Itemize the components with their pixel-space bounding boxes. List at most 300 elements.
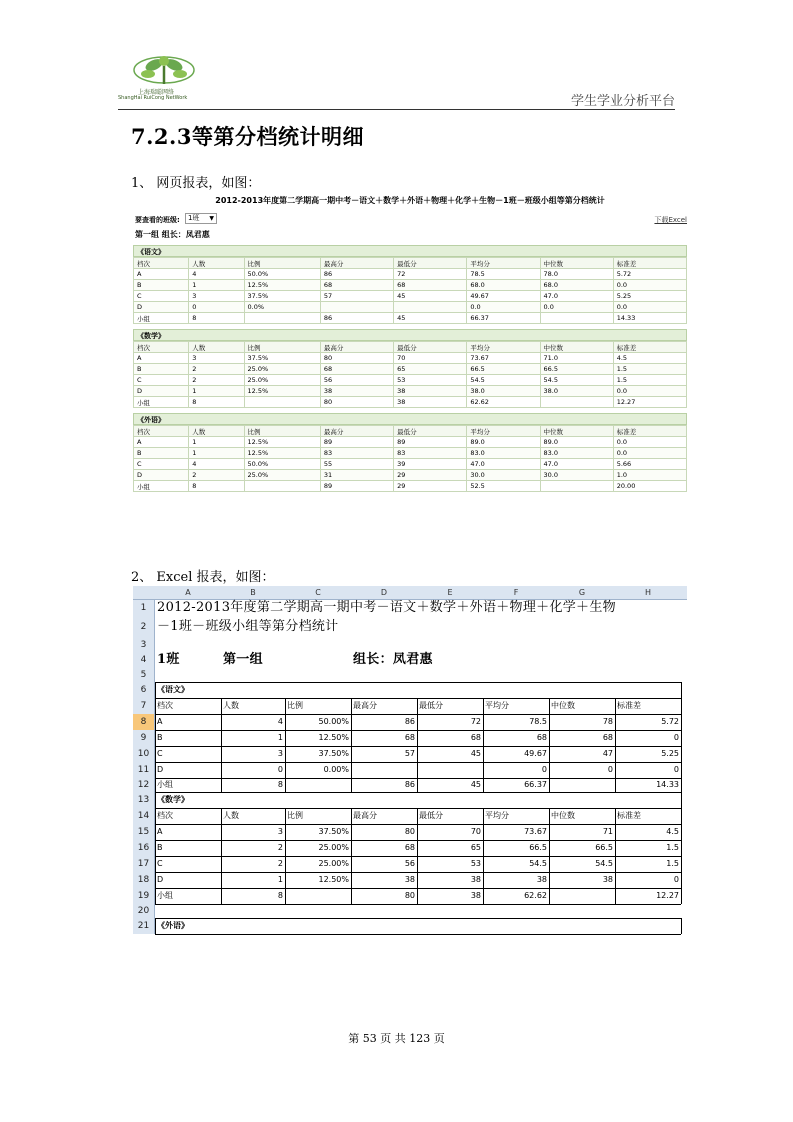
- grid-line: [549, 808, 550, 904]
- excel-cell: [419, 762, 481, 778]
- excel-cell: 86: [404, 780, 415, 789]
- row-number: 10: [133, 746, 155, 762]
- table-cell: 30.0: [467, 470, 540, 481]
- table-header-row: [134, 342, 687, 353]
- excel-cell: [287, 778, 349, 792]
- table-cell: 3: [189, 291, 244, 302]
- group-leader-line: 第一组 组长：凤君惠: [135, 230, 210, 239]
- table-cell: 30.0: [540, 470, 613, 481]
- column-header: 平均分: [467, 342, 540, 353]
- grid-line: [155, 730, 681, 731]
- excel-cell: 54.5: [529, 859, 547, 868]
- download-excel-link[interactable]: 下载Excel: [654, 216, 687, 224]
- table-cell: 89.0: [540, 437, 613, 448]
- row-number: 4: [133, 652, 155, 668]
- grid-line: [417, 698, 418, 792]
- table-cell: [244, 313, 320, 324]
- excel-cell: 8: [277, 780, 283, 789]
- excel-cell: 54.5: [595, 859, 613, 868]
- table-cell: 12.5%: [244, 280, 320, 291]
- table-cell: 0: [189, 302, 244, 313]
- table-cell: 68: [320, 280, 393, 291]
- column-letter: H: [644, 588, 651, 597]
- table-row: [134, 280, 687, 291]
- table-cell: 62.62: [467, 397, 540, 408]
- table-cell: 31: [320, 470, 393, 481]
- web-report-title: 2012-2013年度第二学期高一期中考－语文＋数学＋外语＋物理＋化学＋生物－1班－班级小组等第分档统计: [215, 196, 605, 205]
- table-cell: 73.67: [467, 353, 540, 364]
- company-logo: [118, 56, 210, 106]
- excel-cell: 57: [404, 749, 415, 758]
- table-cell: 68.0: [467, 280, 540, 291]
- table-cell: B: [134, 280, 189, 291]
- table-cell: 25.0%: [244, 364, 320, 375]
- excel-cell: 2: [277, 843, 283, 852]
- table-cell: 89: [320, 481, 393, 492]
- excel-cell: 45: [470, 749, 481, 758]
- column-letter: G: [578, 588, 586, 597]
- table-cell: 39: [394, 459, 467, 470]
- table-cell: 8: [189, 481, 244, 492]
- grid-line: [155, 682, 156, 792]
- grid-line: [483, 698, 484, 792]
- excel-cell: 68: [602, 733, 613, 742]
- excel-subject-name: 《外语》: [157, 921, 189, 930]
- table-cell: [244, 481, 320, 492]
- excel-cell: B: [157, 733, 163, 742]
- excel-column-header: 人数: [223, 701, 239, 710]
- row-number: 20: [133, 904, 155, 918]
- grid-line: [155, 762, 681, 763]
- excel-cell: 72: [470, 717, 481, 726]
- table-cell: 2: [189, 364, 244, 375]
- step-excel-report: 2、 Excel 报表，如图：: [131, 570, 275, 585]
- table-row: [134, 269, 687, 280]
- excel-cell: 25.00%: [318, 859, 349, 868]
- excel-cell: 68: [404, 843, 415, 852]
- excel-cell: 38: [470, 875, 481, 884]
- excel-screenshot: [133, 586, 687, 931]
- column-header: 中位数: [540, 258, 613, 269]
- table-cell: 68: [320, 364, 393, 375]
- class-selector-row: [133, 212, 687, 226]
- excel-cell: 0: [607, 765, 613, 774]
- excel-cell: 86: [404, 717, 415, 726]
- excel-cell: A: [157, 827, 163, 836]
- excel-cell: 0: [541, 765, 547, 774]
- excel-cell: A: [157, 717, 163, 726]
- table-cell: 14.33: [613, 313, 686, 324]
- row-number: 7: [133, 698, 155, 714]
- excel-cell: 8: [277, 891, 283, 900]
- table-cell: 25.0%: [244, 470, 320, 481]
- table-cell: 45: [394, 313, 467, 324]
- table-cell: 0.0: [613, 280, 686, 291]
- table-row: [134, 397, 687, 408]
- excel-cell: 0: [673, 733, 679, 742]
- excel-column-header: 标准差: [617, 811, 641, 820]
- table-cell: 1: [189, 437, 244, 448]
- grid-line: [417, 808, 418, 904]
- grid-line: [155, 856, 681, 857]
- row-number: 2: [133, 616, 155, 638]
- excel-group-cell: 第一组: [223, 652, 263, 667]
- table-header-row: [134, 426, 687, 437]
- column-letter: B: [250, 588, 256, 597]
- table-cell: D: [134, 302, 189, 313]
- row-number: 6: [133, 682, 155, 698]
- class-select[interactable]: [185, 213, 217, 224]
- excel-cell: 25.00%: [318, 843, 349, 852]
- table-cell: 45: [394, 291, 467, 302]
- column-header: 标准差: [613, 258, 686, 269]
- row-number: 19: [133, 888, 155, 904]
- column-header: 最低分: [394, 342, 467, 353]
- excel-cell: 3: [277, 827, 283, 836]
- table-cell: 1: [189, 448, 244, 459]
- excel-cell: 38: [404, 875, 415, 884]
- grid-line: [155, 714, 681, 715]
- excel-cell: [551, 778, 613, 792]
- excel-cell: 80: [404, 827, 415, 836]
- table-cell: 66.37: [467, 313, 540, 324]
- table-cell: 4.5: [613, 353, 686, 364]
- table-cell: 8: [189, 313, 244, 324]
- table-row: [134, 448, 687, 459]
- excel-column-header: 最高分: [353, 811, 377, 820]
- table-cell: C: [134, 375, 189, 386]
- row-number: 3: [133, 638, 155, 652]
- row-number: 13: [133, 792, 155, 808]
- excel-subject-name: 《语文》: [157, 685, 189, 694]
- table-cell: 29: [394, 470, 467, 481]
- table-cell: 小组: [134, 313, 189, 324]
- excel-cell: 12.50%: [318, 733, 349, 742]
- page-number: 第 53 页 共 123 页: [348, 1032, 445, 1045]
- table-cell: 50.0%: [244, 269, 320, 280]
- table-cell: 1: [189, 280, 244, 291]
- table-cell: 68: [394, 280, 467, 291]
- table-header-row: [134, 258, 687, 269]
- grid-line: [155, 746, 681, 747]
- excel-cell: 71: [602, 827, 613, 836]
- excel-column-header: 最高分: [353, 701, 377, 710]
- table-cell: 47.0: [540, 291, 613, 302]
- table-cell: 78.5: [467, 269, 540, 280]
- subject-table: [133, 257, 687, 324]
- table-cell: 89: [320, 437, 393, 448]
- grid-line: [549, 698, 550, 792]
- table-cell: [540, 313, 613, 324]
- excel-cell: 78.5: [529, 717, 547, 726]
- column-header: 比例: [244, 426, 320, 437]
- row-number: 18: [133, 872, 155, 888]
- table-cell: 0.0: [467, 302, 540, 313]
- table-cell: 52.5: [467, 481, 540, 492]
- section-title: 7.2.3等第分档统计明细: [131, 124, 364, 149]
- table-cell: 38: [394, 386, 467, 397]
- excel-cell: 4: [277, 717, 283, 726]
- column-letter: F: [513, 588, 519, 597]
- row-number: 16: [133, 840, 155, 856]
- excel-cell: D: [157, 765, 164, 774]
- logo-chinese-text: 上海瑞聪网络: [138, 89, 175, 96]
- column-header: 人数: [189, 426, 244, 437]
- table-cell: 37.5%: [244, 353, 320, 364]
- row-number: 21: [133, 918, 155, 934]
- grid-line: [155, 824, 681, 825]
- table-cell: 66.5: [540, 364, 613, 375]
- table-cell: 80: [320, 397, 393, 408]
- table-row: [134, 386, 687, 397]
- table-cell: 0.0: [613, 386, 686, 397]
- grid-line: [155, 888, 681, 889]
- column-header: 平均分: [467, 258, 540, 269]
- excel-column-header: 平均分: [485, 701, 509, 710]
- grid-line: [681, 682, 682, 792]
- table-cell: 89.0: [467, 437, 540, 448]
- table-cell: [244, 397, 320, 408]
- excel-column-header: 最低分: [419, 811, 443, 820]
- table-cell: 29: [394, 481, 467, 492]
- table-cell: 4: [189, 269, 244, 280]
- grid-line: [155, 792, 156, 904]
- excel-column-header: 比例: [287, 701, 303, 710]
- table-cell: 38: [394, 397, 467, 408]
- excel-cell: 1.5: [666, 859, 679, 868]
- table-cell: 70: [394, 353, 467, 364]
- subject-header: 《语文》: [133, 245, 687, 257]
- excel-cell: 14.33: [656, 780, 679, 789]
- table-cell: 65: [394, 364, 467, 375]
- table-cell: 54.5: [467, 375, 540, 386]
- grid-line: [351, 698, 352, 792]
- excel-class-cell: 1班: [157, 652, 180, 667]
- table-row: [134, 481, 687, 492]
- column-header: 最高分: [320, 342, 393, 353]
- table-cell: 57: [320, 291, 393, 302]
- row-number: 8: [133, 714, 155, 730]
- excel-cell: D: [157, 875, 164, 884]
- table-cell: D: [134, 470, 189, 481]
- table-cell: 55: [320, 459, 393, 470]
- table-cell: D: [134, 386, 189, 397]
- table-cell: 37.5%: [244, 291, 320, 302]
- table-cell: 25.0%: [244, 375, 320, 386]
- web-subject-tables: [133, 245, 687, 492]
- column-header: 中位数: [540, 342, 613, 353]
- column-header: 最低分: [394, 426, 467, 437]
- excel-column-header: 档次: [157, 811, 173, 820]
- table-cell: 1: [189, 386, 244, 397]
- class-select-label: 要查看的班级:: [135, 216, 180, 224]
- table-cell: 86: [320, 313, 393, 324]
- excel-cell: 38: [470, 891, 481, 900]
- row-number: 5: [133, 668, 155, 682]
- subject-header: 《数学》: [133, 329, 687, 341]
- column-header: 人数: [189, 258, 244, 269]
- table-row: [134, 364, 687, 375]
- subject-header: 《外语》: [133, 413, 687, 425]
- table-row: [134, 291, 687, 302]
- excel-cell: 68: [536, 733, 547, 742]
- column-header: 标准差: [613, 426, 686, 437]
- table-cell: [320, 302, 393, 313]
- excel-subject-name: 《数学》: [157, 795, 189, 804]
- excel-cell: 0: [673, 875, 679, 884]
- column-header: 最高分: [320, 426, 393, 437]
- excel-column-headers: [133, 586, 687, 600]
- column-header: 档次: [134, 258, 189, 269]
- excel-cell: 小组: [157, 780, 173, 789]
- table-cell: 0.0%: [244, 302, 320, 313]
- table-cell: 83: [394, 448, 467, 459]
- column-letter: A: [185, 588, 191, 597]
- column-header: 人数: [189, 342, 244, 353]
- excel-column-header: 中位数: [551, 701, 575, 710]
- table-cell: 54.5: [540, 375, 613, 386]
- excel-cell: 66.5: [529, 843, 547, 852]
- excel-cell: 1.5: [666, 843, 679, 852]
- excel-cell: 49.67: [524, 749, 547, 758]
- excel-cell: 62.62: [524, 891, 547, 900]
- grid-line: [483, 808, 484, 904]
- table-cell: 83: [320, 448, 393, 459]
- excel-cell: C: [157, 749, 163, 758]
- table-cell: 小组: [134, 397, 189, 408]
- excel-column-header: 最低分: [419, 701, 443, 710]
- subject-table: [133, 341, 687, 408]
- excel-cell: 70: [470, 827, 481, 836]
- table-cell: 12.5%: [244, 448, 320, 459]
- excel-cell: 68: [470, 733, 481, 742]
- column-header: 中位数: [540, 426, 613, 437]
- excel-cell: 73.67: [524, 827, 547, 836]
- excel-cell: 65: [470, 843, 481, 852]
- table-cell: 47.0: [467, 459, 540, 470]
- column-header: 档次: [134, 426, 189, 437]
- column-header: 比例: [244, 342, 320, 353]
- excel-cell: 5.72: [661, 717, 679, 726]
- table-cell: C: [134, 459, 189, 470]
- grid-line: [155, 872, 681, 873]
- grid-line: [155, 778, 681, 779]
- chevron-down-icon: ▼: [209, 215, 214, 222]
- table-cell: 1.0: [613, 470, 686, 481]
- table-cell: 2: [189, 375, 244, 386]
- table-row: [134, 313, 687, 324]
- table-cell: 53: [394, 375, 467, 386]
- excel-title-line-2: －1班－班级小组等第分档统计: [157, 619, 339, 634]
- table-cell: 78.0: [540, 269, 613, 280]
- excel-cell: 38: [602, 875, 613, 884]
- excel-cell: 0.00%: [323, 765, 349, 774]
- row-number: 14: [133, 808, 155, 824]
- excel-cell: 66.37: [524, 780, 547, 789]
- table-cell: B: [134, 364, 189, 375]
- column-header: 最低分: [394, 258, 467, 269]
- excel-cell: [551, 888, 613, 904]
- grid-line: [155, 792, 681, 793]
- grid-line: [221, 698, 222, 792]
- table-row: [134, 437, 687, 448]
- grid-line: [155, 808, 681, 809]
- excel-column-header: 中位数: [551, 811, 575, 820]
- table-cell: 80: [320, 353, 393, 364]
- column-letter: C: [315, 588, 321, 597]
- grid-line: [681, 792, 682, 904]
- excel-cell: 12.50%: [318, 875, 349, 884]
- excel-cell: [287, 888, 349, 904]
- header-divider: [118, 109, 675, 110]
- step-web-report: 1、 网页报表，如图：: [131, 176, 261, 191]
- table-cell: 50.0%: [244, 459, 320, 470]
- excel-cell: 37.50%: [318, 827, 349, 836]
- excel-cell: 小组: [157, 891, 173, 900]
- excel-cell: 45: [470, 780, 481, 789]
- excel-cell: B: [157, 843, 163, 852]
- table-cell: [394, 302, 467, 313]
- table-cell: 83.0: [467, 448, 540, 459]
- table-cell: 1.5: [613, 364, 686, 375]
- row-number: 9: [133, 730, 155, 746]
- excel-cell: C: [157, 859, 163, 868]
- web-report-screenshot: [133, 195, 687, 535]
- excel-cell: 3: [277, 749, 283, 758]
- table-row: [134, 375, 687, 386]
- excel-cell: 2: [277, 859, 283, 868]
- column-header: 档次: [134, 342, 189, 353]
- table-row: [134, 353, 687, 364]
- table-cell: 小组: [134, 481, 189, 492]
- table-cell: 47.0: [540, 459, 613, 470]
- table-cell: A: [134, 269, 189, 280]
- excel-column-header: 人数: [223, 811, 239, 820]
- column-header: 最高分: [320, 258, 393, 269]
- table-cell: 3: [189, 353, 244, 364]
- table-cell: 72: [394, 269, 467, 280]
- table-cell: B: [134, 448, 189, 459]
- table-cell: 38: [320, 386, 393, 397]
- excel-cell: 78: [602, 717, 613, 726]
- column-letter: E: [447, 588, 453, 597]
- column-header: 标准差: [613, 342, 686, 353]
- excel-column-header: 档次: [157, 701, 173, 710]
- excel-cell: 1: [277, 733, 283, 742]
- excel-cell: 37.50%: [318, 749, 349, 758]
- table-cell: 49.67: [467, 291, 540, 302]
- excel-column-header: 比例: [287, 811, 303, 820]
- excel-cell: 38: [536, 875, 547, 884]
- excel-cell: 66.5: [595, 843, 613, 852]
- grid-line: [155, 682, 681, 683]
- class-select-value: 1班: [188, 214, 200, 222]
- excel-cell: 0: [277, 765, 283, 774]
- table-cell: 20.00: [613, 481, 686, 492]
- table-cell: 12.5%: [244, 386, 320, 397]
- table-cell: 12.5%: [244, 437, 320, 448]
- row-number: 17: [133, 856, 155, 872]
- excel-column-header: 标准差: [617, 701, 641, 710]
- table-row: [134, 302, 687, 313]
- table-cell: 68.0: [540, 280, 613, 291]
- grid-line: [351, 808, 352, 904]
- column-header: 平均分: [467, 426, 540, 437]
- grid-line: [155, 918, 156, 934]
- table-cell: C: [134, 291, 189, 302]
- grid-line: [155, 918, 681, 919]
- excel-leader-cell: 组长：凤君惠: [353, 652, 433, 667]
